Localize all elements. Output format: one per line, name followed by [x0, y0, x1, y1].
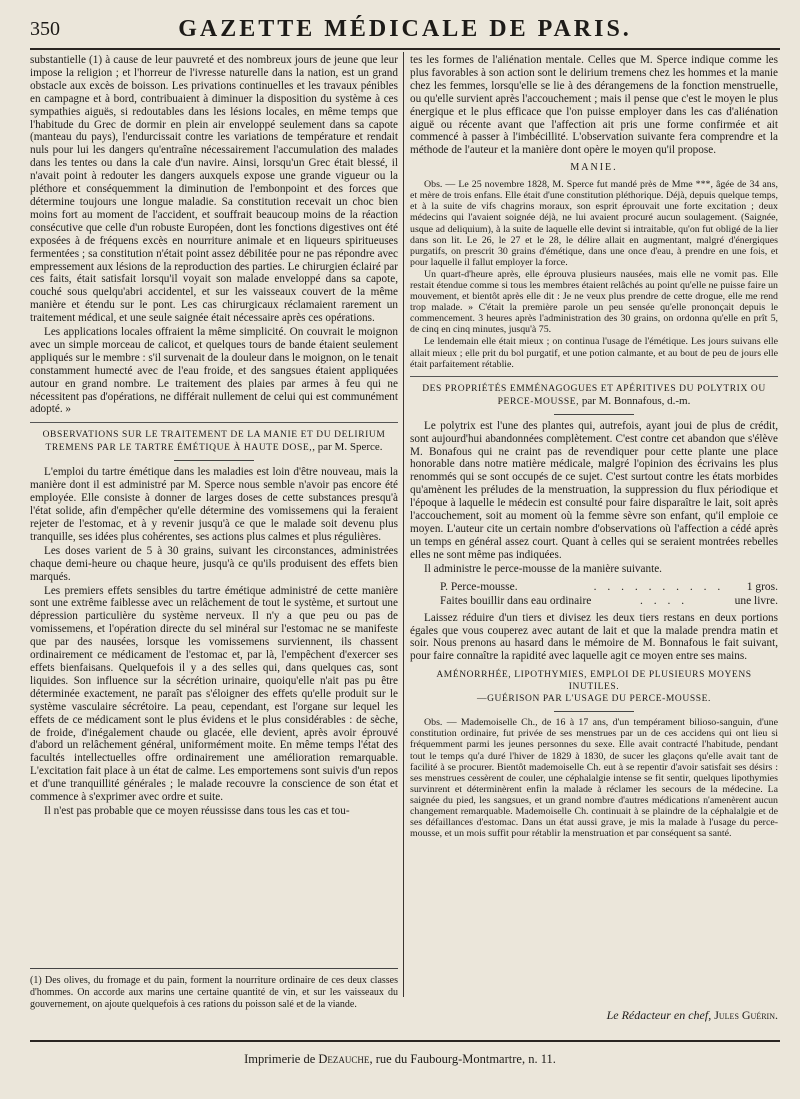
observation-paragraph: Un quart-d'heure après, elle éprouva plusieurs nausées, mais elle ne vomit pas. Elle restait étendue comme si tous les membres étaient relâchés au point qu'elle ne puisse faire un mouvement, et bientôt après elle dit : Je ne veux plus prendre de cette drogue, elle me rend trop malade. » C'était la première parole un peu sensée qu'elle prononçait depuis le commencement. 3 heures après l'administration des 30 grains, on ordonna qu'elle en prît 5, de cinq en cinq minutes, jusqu'à 75. — [410, 268, 778, 336]
paragraph: Il administre le perce-mousse de la manière suivante. — [424, 562, 662, 575]
paragraph: L'emploi du tartre émétique dans les maladies est loin d'être nouveau, mais la manière dont il est administré par M. Sperce nous semble n'avoir pas encore été employée. Elle consiste à donner de larges doses de cette substances presqu'à l'état solide, afin d'empêcher qu'elle détermine des vomissemens qui la feraient rejeter de l'estomac, et à y revenir jusqu'à ce que le malade soit devenu plus tranquille, ses idées plus cohérentes, ses actions plus calmes et plus régulières. — [30, 466, 398, 543]
page-header — [30, 14, 780, 50]
article-title-text: OBSERVATIONS SUR LE TRAITEMENT DE LA MANIE ET DU DELIRIUM TREMENS PAR LE TARTRE ÉMÉTIQUE À HAUTE DOSE, — [42, 430, 386, 454]
recipe-quantity: 1 gros. — [746, 580, 778, 593]
paragraph: Les applications locales offraient la même simplicité. On couvrait le moignon avec un simple morceau de calicot, et quelques tours de bande étaient seulement appliqués sur le membre : s'il survenait de la douleur dans le moignon, on le tenait constamment humecté avec de l'eau froide, et des sangsues étaient appliquées autour en grand nombre. Le traitement des plaies par armes à feu qui ne nécessitent pas d'opérations, ne différait nullement de celui qui est communément adopté. » — [30, 326, 399, 416]
printer-line — [0, 1052, 800, 1067]
observation-paragraph: Obs. — Le 25 novembre 1828, M. Sperce fut mandé près de Mme ***, âgée de 34 ans, et mère de trois enfans. Elle était d'une constitution pléthorique. Déjà, depuis quelque temps, et à la suite de vifs chagrins moraux, son esprit éprouvait une forte excitation ; deux médecins qui l'avaient soignée déjà, ne lui avaient procuré aucun soulagement. (Saignée, usque ad deliquium), à la suite de laquelle elle devint si intraitable, qu'on fut obligé de la lier dans son lit. Le 26, le 27 et le 28, le délire allait en augmentant, malgré d'énergiques purgatifs, on prescrit 30 grains d'émétique, dans une once d'eau, à prendre en une fois, et pour laquelle il fallut employer la force. — [410, 179, 778, 268]
recipe-line — [440, 580, 778, 594]
right-column — [410, 54, 778, 994]
recipe-leader: . . . . — [640, 594, 689, 607]
recipe-ingredient: Faites bouillir dans eau ordinaire — [440, 594, 592, 607]
printer-address: , rue du Faubourg-Montmartre, n. 11. — [369, 1052, 556, 1066]
case-title-text: AMÉNORRHÉE, LIPOTHYMIES, EMPLOI DE PLUSIEURS MOYENS INUTILES. — [436, 670, 752, 693]
left-column — [30, 54, 398, 994]
divider — [174, 460, 254, 461]
divider — [554, 711, 634, 712]
paragraph: tes les formes de l'aliénation mentale. Celles que M. Sperce indique comme les plus favorables à son action sont le delirium tremens chez les hommes et la manie chez les femmes, lorsqu'elle se lie à des dérangemens de la fonction menstruelle, ou qu'elle survient après l'accouchement ; mais il pense que c'est le moyen le plus énergique et le plus efficace que l'on puisse employer dans les cas d'aliénation aiguë ou récente avant que l'affection ait pris une forme confirmée et ait commencé à passer à l'imbécillité. L'observation suivante fera comprendre et la méthode de l'auteur et la manière dont opère le moyen qu'il propose. — [410, 54, 778, 157]
printer-name: Dezauche — [318, 1052, 370, 1066]
article-title — [416, 383, 772, 408]
editor-name: Jules Guérin. — [714, 1008, 778, 1022]
paragraph: Les premiers effets sensibles du tartre émétique administré de cette manière sont une extrême faiblesse avec un relâchement de tout le système, et surtout une dépression particulière du système nerveux. Il n'y a que peu ou pas de vomissemens, et l'opération directe du sel minéral sur l'estomac ne se manifeste que par des nausées, lorsque les vomissemens surviennent, ils chassent ordinairement ce médicament de l'estomac et, par là, l'empêchent d'exercer ses effets bienfaisans. Quelquefois il y a des selles qui, dans quelques cas, sont liquides. Son influence sur la sécrétion urinaire, quoiqu'elle n'ait pas pu être déterminée exactement, ne paraît pas s'éloigner des effets qu'elle produit sur le système vasculaire sécrétoire. La peau, cependant, est l'organe sur lequel les effets de ce médicament sont le plus évidens et le plus considérables : de sèche, de froide, d'inégalement chaude ou glacée, elle devient, après avoir éprouvé d'abord un relâchement général, uniformément moite. En même temps l'état des facultés intellectuelles offre ordinairement une amélioration remarquable. L'excitation fait place à un état de calme. Les emportemens sont suivis d'un repos et d'une tranquillité générales ; le malade recouvre la conscience de son état et commence à s'exprimer avec ordre et suite. — [30, 584, 398, 804]
divider — [554, 414, 634, 415]
paragraph: Laissez réduire d'un tiers et divisez les deux tiers restans en deux portions égales que vous couperez avec autant de lait et que la malade prendra matin et soir. Nous prenons au hasard dans le mémoire de M. Bonnafous le fait suivant, pour faire connaître la rapidité avec laquelle agit ce moyen entre ses mains. — [410, 611, 778, 663]
recipe-line — [440, 594, 778, 608]
article-author: , par M. Sperce. — [312, 441, 383, 454]
recipe-quantity: une livre. — [734, 594, 778, 607]
editor-prefix: Le Rédacteur en chef, — [606, 1008, 712, 1022]
recipe — [440, 580, 778, 608]
case-title — [416, 669, 772, 705]
paragraph: Les doses varient de 5 à 30 grains, suivant les circonstances, administrées chaque demi-heure ou chaque heure, jusqu'à ce qu'ils produisent des effets bien marqués. — [30, 544, 398, 583]
paragraph: substantielle (1) à cause de leur pauvreté et des nombreux jours de jeune que leur impose la religion ; et l'horreur de l'ivresse naturelle dans la nation, est un grand obstacle aux excès de boisson. Les privations continuelles et les travaux pénibles en campagne et à bord, contribuaient à diminuer la disposition du système à ces sympathies aiguës, si redoutables dans les lésions locales, en même temps que l'habitude du Grec de dormir en plein air enveloppé seulement dans sa capote (manteau du pays), l'endurcissait contre les variations de température et rendait nuls pour lui les dangers qu'entraîne nécessairement l'accumulation des malades dans les tentes ou dans la cale d'un navire. Ainsi, lorsqu'un Grec était blessé, il n'avait point à redouter les dangers auxquels expose une grande vigueur ou la pléthore et conséquemment la diminution de l'embonpoint et des forces que détermine toujours une longue maladie. Sa constitution recevait un choc bien moins fort au moment de l'accident, et souffrait beaucoup moins de la réaction consécutive que celle d'un robuste Européen, dont les fonctions digestives ont été exposées à de fréquens excès en nourriture animale et en liqueurs spiritueuses fermentées ; sa constitution n'était point assez débilitée pour ne pas répondre avec empressement aux lésions de la reproduction des parties. Le chirurgien éclairé par ces faits, était satisfait lorsqu'il voyait son malade enveloppé dans sa capote, couché sous quelqu'abri accidentel, et sur les vaisseaux couvert de la même manière et étendu sur le pont. Les cas chirurgicaux réclamaient rarement un traitement médical, et une seule saignée était nécessaire après ces opérations. — [30, 54, 398, 325]
observation-paragraph: Obs. — Mademoiselle Ch., de 16 à 17 ans, d'un tempérament bilioso-sanguin, d'une constitution ordinaire, fut privée de ses menstrues par un de ces accidens qui ont lieu si fréquemment parmi les jeunes personnes du sexe. Elle avait contracté l'habitude, pendant tout le temps qu'a duré l'hiver de 1829 à 1830, de sucer les glaçons qu'elle avait tant de facilité à se procurer. Bientôt mademoiselle Ch. eut à se repentir d'avoir satisfait ses désirs : ses menstrues cessèrent de couler, une céphalalgie intense se fit sentir, quelques lipothymies survinrent et déterminèrent enfin la malade à réclamer les secours de la médecine. La saignée du pied, les sangsues, et un grand nombre d'autres médications n'amenèrent aucun changement remarquable. Mademoiselle Ch. continuait à se plaindre de la céphalalgie et de ses défaillances d'estomac. Dans un état aussi grave, je mis la malade à l'usage du perce-mousse, et un mois suffit pour rétablir la menstruation et par conséquent sa santé. — [410, 717, 778, 840]
bottom-divider — [30, 1040, 780, 1042]
page-number: 350 — [30, 18, 60, 40]
divider — [30, 422, 398, 423]
column-divider — [403, 52, 404, 997]
printer-prefix: Imprimerie de — [244, 1052, 316, 1066]
paragraph: Le polytrix est l'une des plantes qui, autrefois, ayant joui de plus de crédit, sont aujourd'hui abandonnées complètement. C'est contre cet abandon que s'élève M. Bonafous qui ne craint pas de revendiquer pour cette plante une place honorable dans notre matière médicale, malgré l'opinion des écrivains les plus renommés qui se sont occupés de ce sujet. C'est surtout contre les états morbides qu'amènent les préludes de la menstruation, la suppression du flux périodique et l'époque à laquelle le médecin est consulté pour faire disparaître le lait, soit après l'accouchement, soit au moment où la femme sèvre son enfant, qu'il emploie ce moyen. L'auteur cite un certain nombre d'observations où l'affection a cédé après un temps en général assez court. Quant à celles qui se seraient montrées rebelles elles ne sont même pas indiquées. — [410, 419, 778, 561]
article-author: par M. Bonnafous, d.-m. — [579, 394, 691, 407]
masthead-title: GAZETTE MÉDICALE DE PARIS. — [178, 16, 632, 42]
recipe-ingredient: P. Perce-mousse. — [440, 580, 518, 593]
footnote: (1) Des olives, du fromage et du pain, forment la nourriture ordinaire de ces deux classes d'hommes. On accorde aux marins une certaine quantité de vin, et sur les vaisseaux du gouvernement, on ajoute quelquefois à ces rations du poisson salé et de la viande. — [30, 968, 398, 1012]
editor-signature — [410, 1008, 778, 1023]
divider — [410, 376, 778, 377]
paragraph: Il n'est pas probable que ce moyen réussisse dans tous les cas et tou- — [44, 804, 350, 817]
recipe-leader: . . . . . . . . . . — [593, 580, 725, 593]
observation-paragraph: Le lendemain elle était mieux ; on continua l'usage de l'émétique. Les jours suivans elle allait mieux ; elle prit du bol purgatif, et une potion calmante, et au bout de peu de jours elle était parfaitement rétablie. — [410, 336, 778, 370]
case-subtitle: —GUÉRISON PAR L'USAGE DU PERCE-MOUSSE. — [477, 694, 711, 705]
article-title-text: DES PROPRIÉTÉS EMMÉNAGOGUES ET APÉRITIVES DU POLYTRIX OU PERCE-MOUSSE, — [422, 383, 766, 407]
section-label: MANIE. — [570, 162, 618, 174]
article-title — [36, 429, 392, 454]
